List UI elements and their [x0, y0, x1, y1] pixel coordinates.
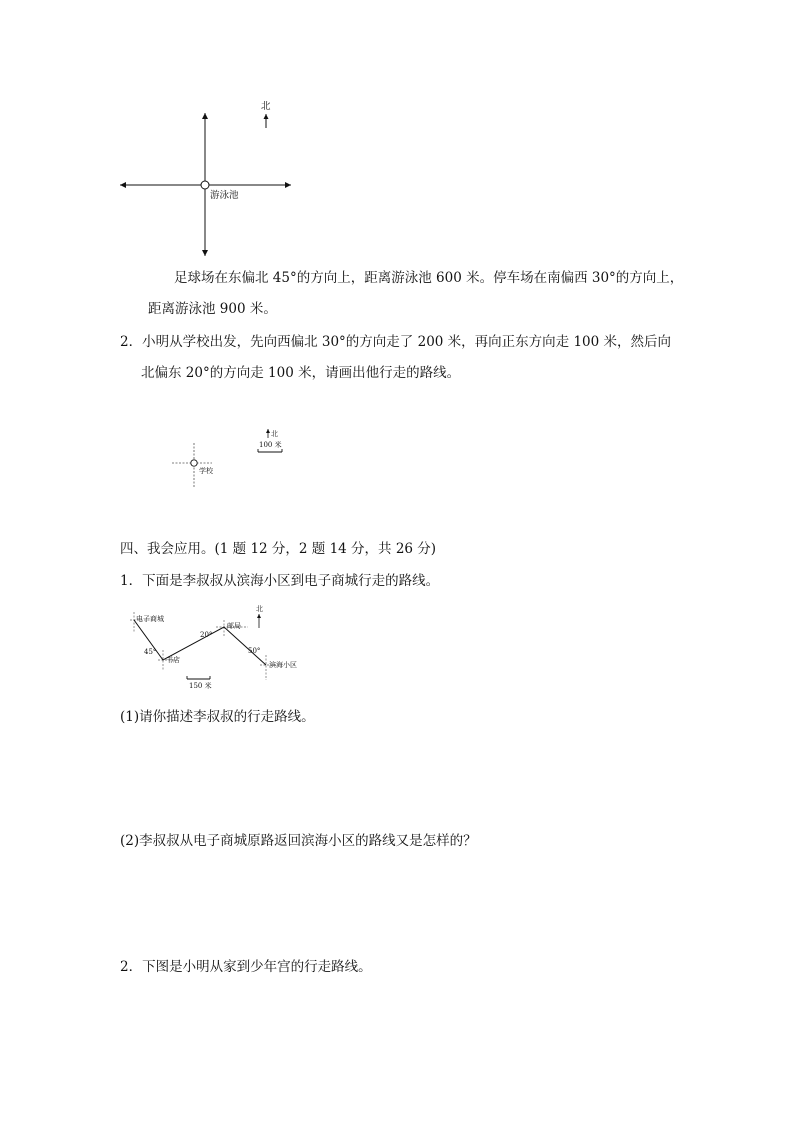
angle-45-label: 45°	[144, 648, 157, 656]
section-4-question-1: 1．下面是李叔叔从滨海小区到电子商城行走的路线。	[120, 573, 440, 589]
school-label: 学校	[199, 467, 213, 475]
swimming-pool-label: 游泳池	[210, 190, 239, 201]
community-label: 滨海小区	[269, 661, 297, 669]
section-4-question-2: 2．下图是小明从家到少年宫的行走路线。	[120, 959, 372, 975]
mall-label: 电子商城	[136, 615, 164, 623]
problem-1-line-2: 距离游泳池 900 米。	[148, 301, 277, 317]
angle-50-label: 50°	[248, 647, 261, 655]
scale-label-2: 100 米	[259, 441, 282, 449]
scale-label-3: 150 米	[189, 682, 212, 690]
problem-2-line-2: 北偏东 20°的方向走 100 米，请画出他行走的路线。	[141, 365, 461, 381]
section-4-heading: 四、我会应用。(1 题 12 分，2 题 14 分，共 26 分)	[120, 541, 437, 557]
problem-1-line-1: 足球场在东偏北 45°的方向上，距离游泳池 600 米。停车场在南偏西 30°的方向上，	[174, 270, 684, 286]
angle-20-label: 20°	[200, 631, 213, 639]
route-line	[134, 620, 266, 665]
question-1-part-1: (1)请你描述李叔叔的行走路线。	[120, 709, 315, 725]
question-1-part-2: (2)李叔叔从电子商城原路返回滨海小区的路线又是怎样的？	[120, 833, 477, 849]
store-label: 书店	[166, 656, 180, 664]
north-label-2: 北	[271, 430, 278, 438]
north-label: 北	[261, 101, 271, 112]
north-label-3: 北	[256, 605, 263, 613]
problem-2-line-1: 2．小明从学校出发，先向西偏北 30°的方向走了 200 米，再向正东方向走 100 米，然后向	[120, 334, 672, 350]
post-office-label: 邮局	[227, 622, 241, 630]
